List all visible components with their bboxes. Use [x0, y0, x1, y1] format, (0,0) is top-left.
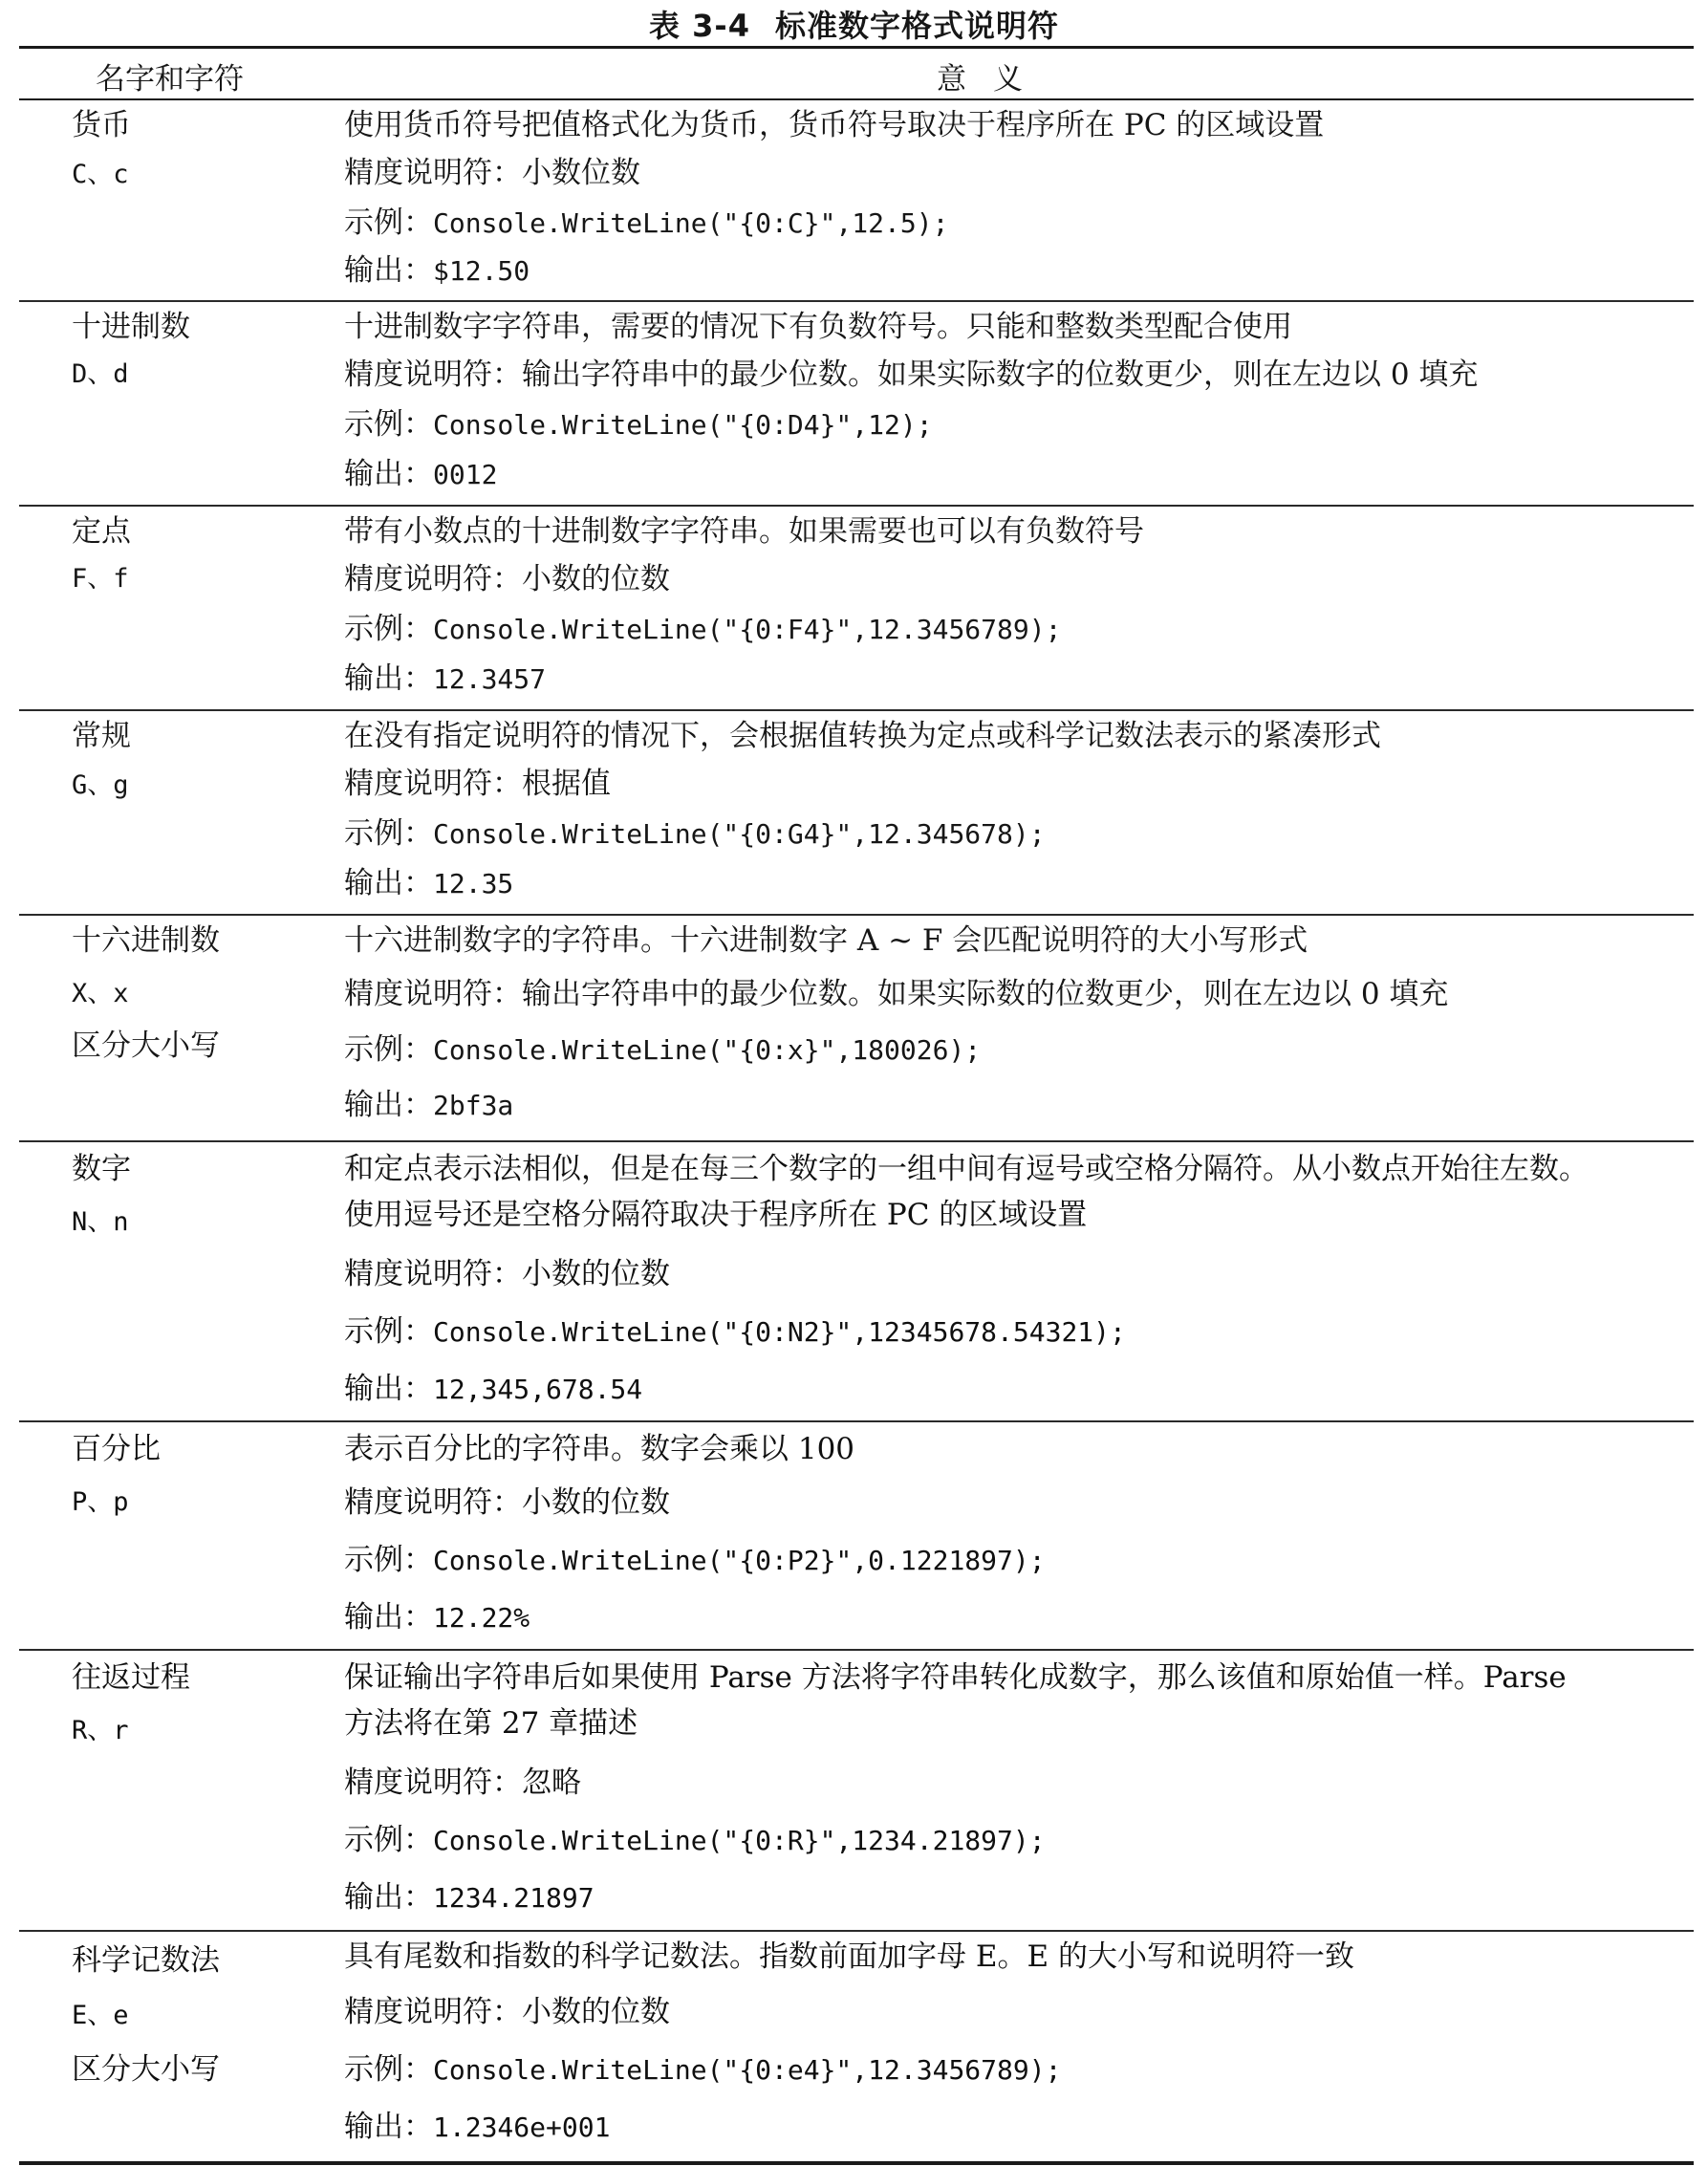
- example-code: Console.WriteLine("{0:F4}",12.3456789);: [433, 614, 1062, 645]
- precision-value: 小数的位数: [522, 1257, 670, 1291]
- output-value: 12.22%: [433, 1602, 530, 1634]
- example-label: 示例：: [344, 1823, 433, 1857]
- precision-value: 输出字符串中的最少位数。如果实际数字的位数更少，则在左边以 0 填充: [522, 357, 1479, 392]
- output-label: 输出：: [344, 253, 433, 288]
- specifier-name: 十进制数: [72, 310, 190, 344]
- example-line: [344, 405, 933, 444]
- specifier-name: 科学记数法: [72, 1943, 220, 1978]
- output-line: [344, 660, 546, 699]
- precision-line: [344, 356, 1478, 394]
- output-line: [344, 2108, 610, 2147]
- example-label: 示例：: [344, 407, 433, 442]
- specifier-chars: G、g: [72, 770, 129, 800]
- output-line: [344, 1370, 642, 1409]
- output-line: [344, 864, 513, 903]
- output-label: 输出：: [344, 866, 433, 900]
- specifier-chars: D、d: [72, 359, 129, 389]
- table-caption: [0, 2, 1708, 46]
- precision-value: 根据值: [522, 767, 611, 801]
- header-meaning-col: 意义: [937, 62, 1049, 97]
- table-row: [19, 1932, 1694, 2165]
- specifier-name: 往返过程: [72, 1660, 190, 1695]
- output-value: 12,345,678.54: [433, 1374, 643, 1405]
- output-label: 输出：: [344, 457, 433, 491]
- precision-label: 精度说明符：: [344, 1995, 522, 2029]
- description: 表示百分比的字符串。数字会乘以 100: [344, 1432, 855, 1466]
- output-value: 1.2346e+001: [433, 2112, 611, 2143]
- example-line: [344, 814, 1046, 854]
- output-label: 输出：: [344, 2110, 433, 2144]
- example-code: Console.WriteLine("{0:P2}",0.1221897);: [433, 1545, 1046, 1576]
- precision-label: 精度说明符：: [344, 357, 522, 392]
- precision-label: 精度说明符：: [344, 1485, 522, 1520]
- output-value: 12.35: [433, 868, 514, 899]
- precision-value: 小数位数: [522, 156, 640, 190]
- example-code: Console.WriteLine("{0:D4}",12);: [433, 409, 933, 441]
- description: 和定点表示法相似，但是在每三个数字的一组中间有逗号或空格分隔符。从小数点开始往左数。: [344, 1152, 1589, 1186]
- precision-line: [344, 765, 611, 803]
- example-code: Console.WriteLine("{0:e4}",12.3456789);: [433, 2054, 1062, 2086]
- precision-label: 精度说明符：: [344, 156, 522, 190]
- precision-line: [344, 154, 640, 192]
- output-label: 输出：: [344, 1088, 433, 1122]
- description-continued: 使用逗号还是空格分隔符取决于程序所在 PC 的区域设置: [344, 1198, 1088, 1232]
- example-line: [344, 2050, 1061, 2090]
- precision-label: 精度说明符：: [344, 1765, 522, 1800]
- output-line: [344, 1598, 530, 1637]
- specifier-name: 数字: [72, 1152, 131, 1186]
- precision-label: 精度说明符：: [344, 562, 522, 596]
- precision-line: [344, 975, 1448, 1013]
- precision-value: 输出字符串中的最少位数。如果实际数的位数更少，则在左边以 0 填充: [522, 977, 1449, 1011]
- precision-value: 小数的位数: [522, 1485, 670, 1520]
- table-row: [19, 1651, 1694, 1932]
- case-sensitive-note: 区分大小写: [72, 1029, 220, 1063]
- table-row: [19, 302, 1694, 507]
- table-row: [19, 1422, 1694, 1651]
- example-code: Console.WriteLine("{0:G4}",12.345678);: [433, 818, 1046, 850]
- precision-line: [344, 1484, 670, 1522]
- table-row: [19, 916, 1694, 1142]
- output-line: [344, 455, 497, 494]
- description: 保证输出字符串后如果使用 Parse 方法将字符串转化成数字，那么该值和原始值一样。Parse: [344, 1660, 1567, 1695]
- example-label: 示例：: [344, 1543, 433, 1577]
- specifier-chars: F、f: [72, 564, 129, 594]
- example-code: Console.WriteLine("{0:C}",12.5);: [433, 207, 949, 239]
- description: 十进制数字字符串，需要的情况下有负数符号。只能和整数类型配合使用: [344, 310, 1292, 344]
- output-label: 输出：: [344, 1880, 433, 1915]
- specifier-name: 货币: [72, 108, 131, 142]
- table-title: 标准数字格式说明符: [774, 8, 1059, 44]
- example-label: 示例：: [344, 206, 433, 240]
- description: 具有尾数和指数的科学记数法。指数前面加字母 E。E 的大小写和说明符一致: [344, 1939, 1354, 1974]
- specifier-chars: X、x: [72, 979, 129, 1008]
- description: 带有小数点的十进制数字字符串。如果需要也可以有负数符号: [344, 514, 1144, 549]
- table-row: [19, 507, 1694, 711]
- output-value: 2bf3a: [433, 1090, 514, 1121]
- table-row: [19, 711, 1694, 916]
- specifier-chars: N、n: [72, 1207, 129, 1237]
- header-name-col: 名字和字符: [96, 62, 244, 97]
- precision-value: 小数的位数: [522, 1995, 670, 2029]
- specifier-chars: R、r: [72, 1716, 129, 1745]
- table-row: [19, 1142, 1694, 1422]
- example-line: [344, 1541, 1046, 1580]
- precision-line: [344, 1255, 670, 1293]
- example-label: 示例：: [344, 612, 433, 646]
- precision-label: 精度说明符：: [344, 977, 522, 1011]
- example-line: [344, 1030, 981, 1070]
- table-row: [19, 100, 1694, 302]
- output-value: 1234.21897: [433, 1882, 595, 1914]
- case-sensitive-note: 区分大小写: [72, 2052, 220, 2087]
- precision-value: 小数的位数: [522, 562, 670, 596]
- example-code: Console.WriteLine("{0:x}",180026);: [433, 1034, 982, 1066]
- output-value: $12.50: [433, 255, 530, 287]
- example-line: [344, 610, 1061, 649]
- precision-label: 精度说明符：: [344, 767, 522, 801]
- output-line: [344, 1086, 513, 1125]
- example-label: 示例：: [344, 816, 433, 851]
- output-value: 12.3457: [433, 663, 547, 695]
- description-continued: 方法将在第 27 章描述: [344, 1706, 638, 1741]
- example-line: [344, 204, 948, 243]
- description: 十六进制数字的字符串。十六进制数字 A ~ F 会匹配说明符的大小写形式: [344, 923, 1308, 958]
- output-label: 输出：: [344, 1372, 433, 1406]
- example-code: Console.WriteLine("{0:N2}",12345678.54321);: [433, 1316, 1126, 1348]
- precision-value: 忽略: [522, 1765, 581, 1800]
- output-value: 0012: [433, 459, 498, 490]
- output-line: [344, 251, 530, 291]
- precision-line: [344, 560, 670, 598]
- example-label: 示例：: [344, 2052, 433, 2087]
- description: 使用货币符号把值格式化为货币，货币符号取决于程序所在 PC 的区域设置: [344, 108, 1325, 142]
- example-label: 示例：: [344, 1032, 433, 1067]
- precision-line: [344, 1764, 581, 1802]
- example-label: 示例：: [344, 1314, 433, 1349]
- format-specifier-table: [19, 46, 1694, 2165]
- example-line: [344, 1312, 1126, 1352]
- precision-label: 精度说明符：: [344, 1257, 522, 1291]
- output-label: 输出：: [344, 1600, 433, 1635]
- table-number: 表 3-4: [649, 8, 750, 44]
- specifier-chars: E、e: [72, 2001, 129, 2030]
- specifier-name: 十六进制数: [72, 923, 220, 958]
- description: 在没有指定说明符的情况下，会根据值转换为定点或科学记数法表示的紧凑形式: [344, 719, 1381, 753]
- specifier-chars: P、p: [72, 1487, 129, 1517]
- precision-line: [344, 1993, 670, 2031]
- example-line: [344, 1821, 1046, 1860]
- table-header: [19, 46, 1694, 100]
- example-code: Console.WriteLine("{0:R}",1234.21897);: [433, 1825, 1046, 1856]
- specifier-name: 百分比: [72, 1432, 161, 1466]
- specifier-name: 定点: [72, 514, 131, 549]
- output-line: [344, 1878, 595, 1917]
- specifier-chars: C、c: [72, 160, 129, 189]
- output-label: 输出：: [344, 661, 433, 696]
- specifier-name: 常规: [72, 719, 131, 753]
